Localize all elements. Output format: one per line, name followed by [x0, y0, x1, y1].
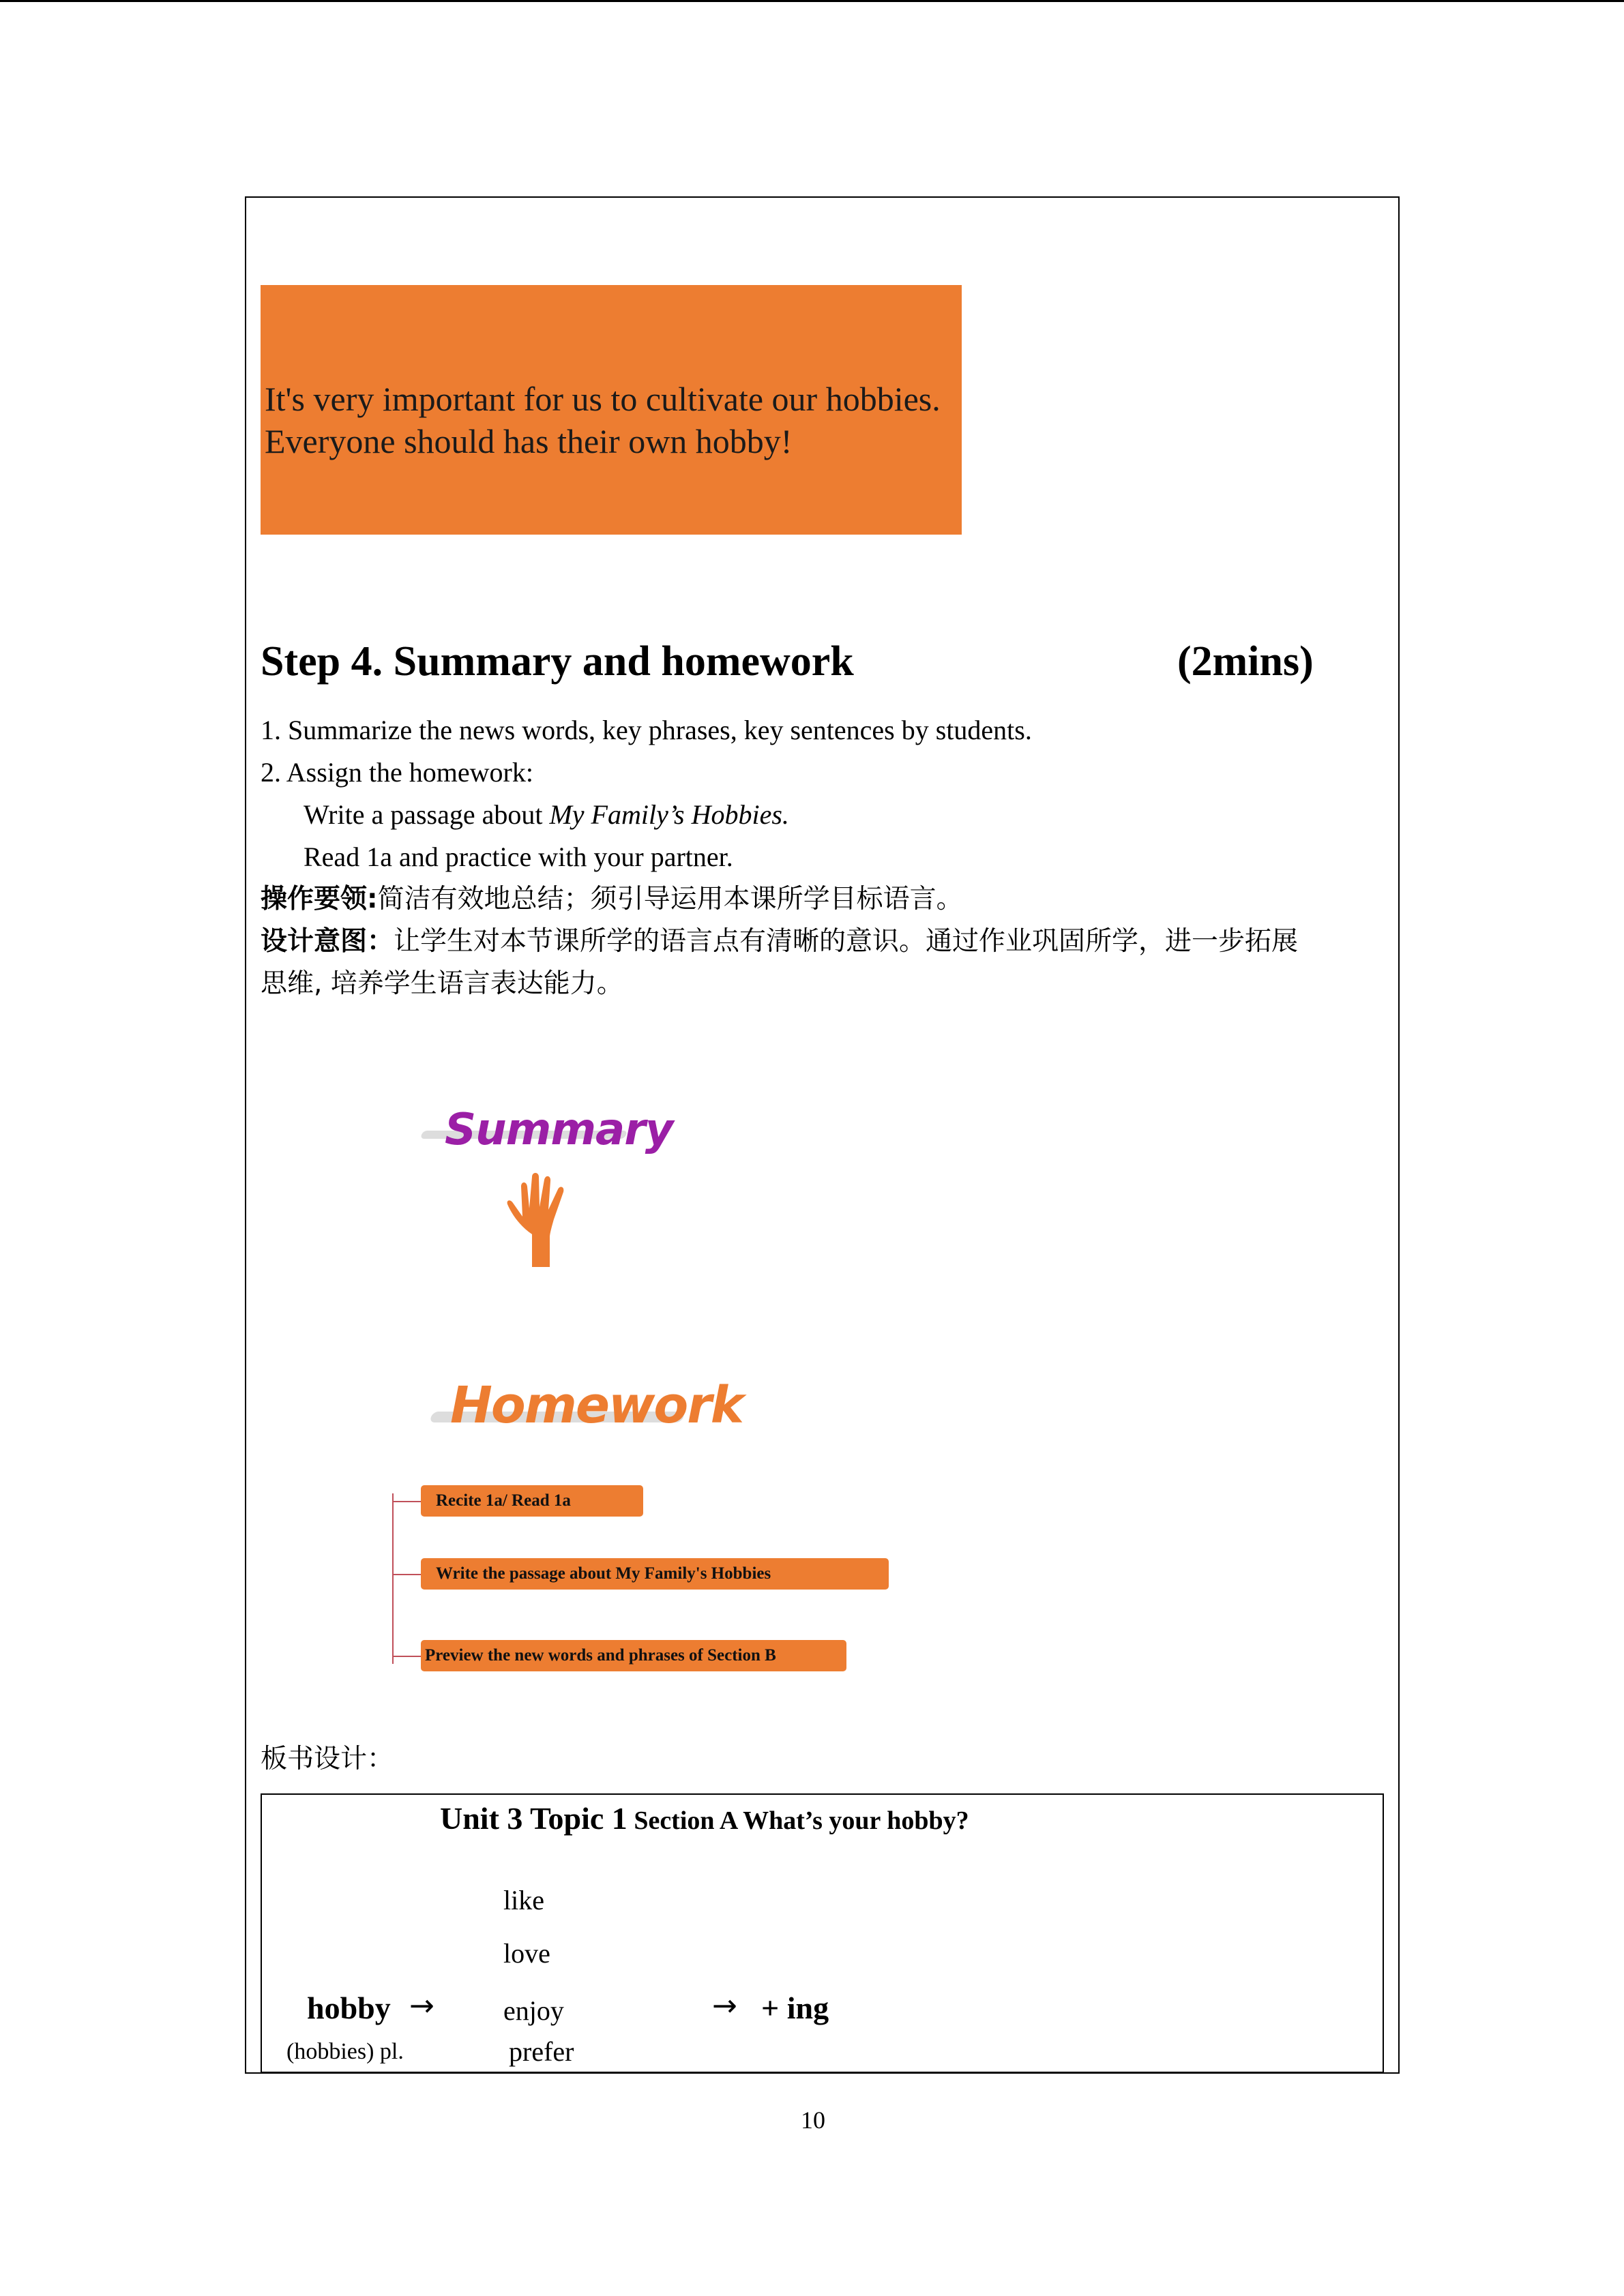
board-ing: + ing [761, 1991, 829, 2025]
op-text: 简洁有效地总结；须引导运用本课所学目标语言。 [377, 884, 963, 914]
arrow-right-icon: → [409, 1988, 434, 2023]
board-title-section: Section A What’s your hobby? [627, 1806, 969, 1835]
verb-like: like [503, 1885, 544, 1915]
op-label: 操作要领: [261, 884, 378, 914]
step-time: (2mins) [1177, 638, 1314, 685]
verb-prefer: prefer [509, 2036, 574, 2067]
task-pill-1: Recite 1a/ Read 1a [421, 1485, 643, 1517]
task-branch-2 [392, 1574, 421, 1575]
design-label: 设计意图： [261, 926, 394, 957]
callout-box [261, 285, 962, 535]
design-note [261, 925, 1298, 959]
design-text-2: 思维, 培养学生语言表达能力。 [261, 968, 623, 999]
task-branch-1 [392, 1501, 421, 1502]
page-number: 10 [801, 2106, 825, 2134]
board-hobby: hobby [307, 1991, 391, 2025]
board-title [440, 1800, 969, 1836]
step-title: Step 4. Summary and homework [261, 638, 854, 685]
arrow-right-icon-2: → [712, 1988, 737, 2023]
verb-love: love [503, 1938, 550, 1969]
homework-1 [304, 798, 789, 832]
task-pill-2: Write the passage about My Family's Hobbies [421, 1558, 889, 1590]
design-text-1: 让学生对本节课所学的语言点有清晰的意识。通过作业巩固所学，进一步拓展 [394, 926, 1299, 957]
task-pill-3: Preview the new words and phrases of Section B [421, 1640, 846, 1671]
top-rule [0, 0, 1624, 2]
homework-1-prefix: Write a passage about [304, 799, 550, 830]
op-note [261, 882, 963, 916]
summary-wordart: Summary [445, 1105, 673, 1155]
raised-hand-icon [506, 1172, 574, 1267]
callout-line-1: It's very important for us to cultivate our hobbies. [265, 380, 941, 418]
board-label: 板书设计： [261, 1744, 394, 1774]
board-title-unit: Unit 3 Topic 1 [440, 1801, 628, 1836]
callout-line-2: Everyone should has their own hobby! [265, 422, 793, 460]
item-1: 1. Summarize the news words, key phrases, key sentences by students. [261, 715, 1032, 745]
board-plural: (hobbies) pl. [286, 2039, 404, 2064]
task-tree-line [392, 1493, 394, 1664]
task-branch-3 [392, 1656, 421, 1657]
homework-wordart: Homework [450, 1376, 743, 1435]
item-2: 2. Assign the homework: [261, 757, 533, 788]
homework-2: Read 1a and practice with your partner. [304, 841, 733, 872]
homework-1-title: My Family’s Hobbies. [549, 799, 789, 830]
verb-enjoy: enjoy [503, 1995, 564, 2026]
